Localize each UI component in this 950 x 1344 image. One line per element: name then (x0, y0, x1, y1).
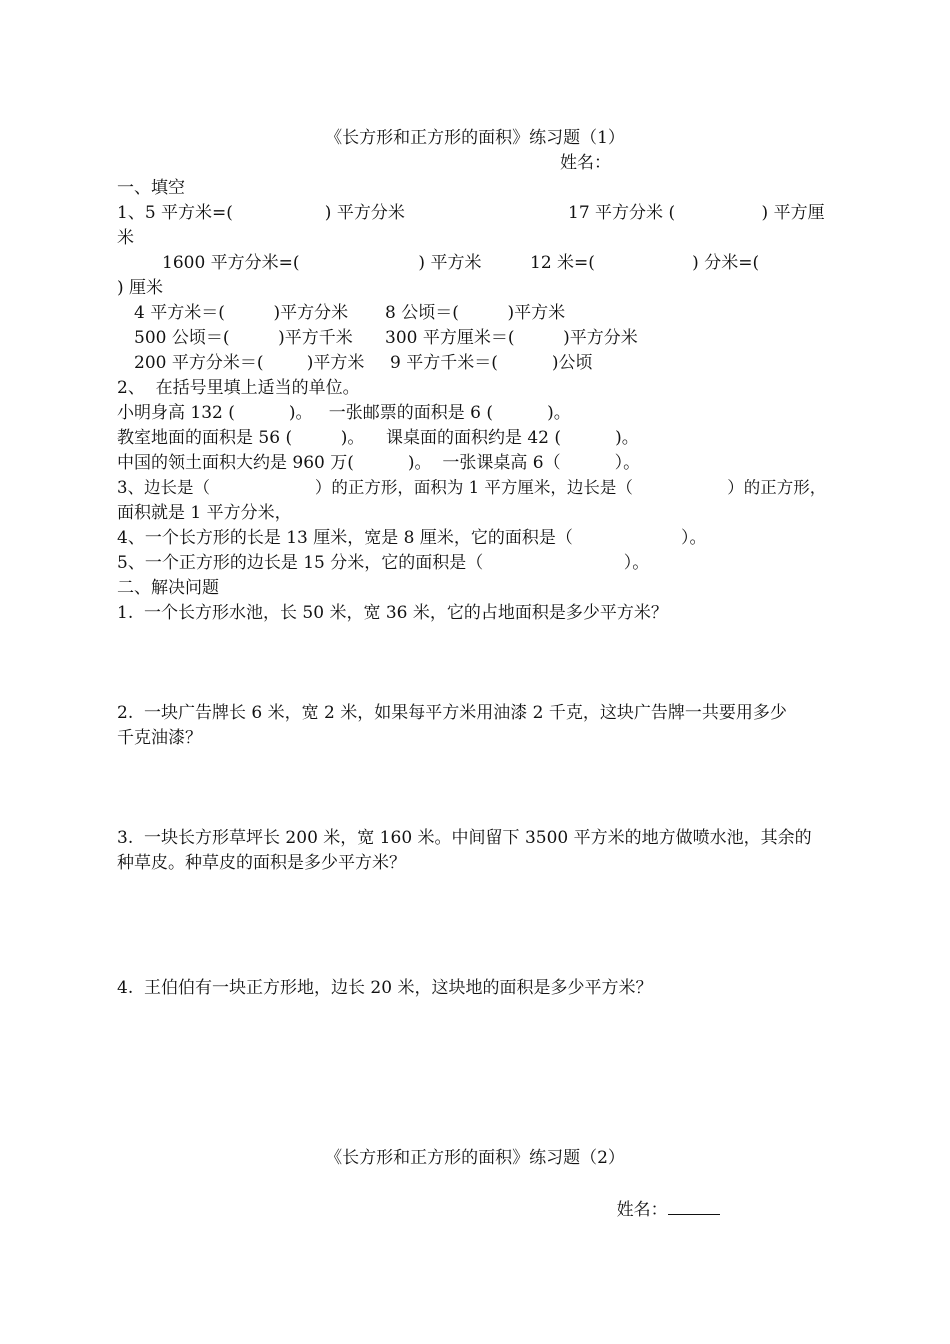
worksheet-1-name-label: 姓名： (560, 153, 611, 173)
worksheet-2-name-row (595, 1172, 720, 1220)
section-2-heading: 二、解决问题 (117, 578, 219, 598)
q1-line-a2: 17 平方分米 ( ) 平方厘 (568, 203, 825, 223)
problem-3-line-1: 3. 一块长方形草坪长 200 米，宽 160 米。中间留下 3500 平方米的地方做喷水池，其余的 (117, 828, 812, 848)
problem-4-text: 4. 王伯伯有一块正方形地，边长 20 米，这块地的面积是多少平方米？ (117, 978, 653, 998)
problem-2-line-1: 2. 一块广告牌长 6 米，宽 2 米，如果每平方米用油漆 2 千克，这块广告牌一共要用多少 (117, 703, 787, 723)
q3-line-1: 3、边长是（ ）的正方形，面积为 1 平方厘米，边长是（ ）的正方形， (117, 478, 827, 497)
q4-text: 4、一个长方形的长是 13 厘米，宽是 8 厘米，它的面积是（ ）。 (117, 528, 707, 548)
q1-row2-right: 300 平方厘米＝( )平方分米 (385, 328, 638, 348)
q1-line-a3: 米 (117, 228, 134, 248)
q1-row1-left: 4 平方米＝( )平方分米 (134, 303, 349, 323)
q1-row2-left: 500 公顷＝( )平方千米 (134, 328, 353, 348)
q1-line-b1: 1600 平方分米=( ) 平方米 (162, 253, 482, 273)
name-blank-line (668, 1196, 720, 1215)
q1-line-b3: ) 厘米 (117, 278, 164, 298)
q2-line-3: 中国的领土面积大约是 960 万( )。 一张课桌高 6（ ）。 (117, 453, 641, 473)
section-1-heading: 一、填空 (117, 178, 185, 198)
worksheet-2-title: 《长方形和正方形的面积》练习题（2） (325, 1148, 625, 1168)
worksheet-1-title: 《长方形和正方形的面积》练习题（1） (325, 128, 625, 148)
q2-line-1: 小明身高 132 ( )。 一张邮票的面积是 6 ( )。 (117, 403, 571, 423)
q3-line-2: 面积就是 1 平方分米， (117, 503, 292, 523)
q1-row3-right: 9 平方千米＝( )公顷 (390, 353, 593, 373)
q2-heading: 2、 在括号里填上适当的单位。 (117, 378, 360, 398)
problem-2-line-2: 千克油漆？ (117, 728, 202, 748)
worksheet-2-name-label: 姓名： (616, 1200, 668, 1220)
problem-3-line-2: 种草皮。种草皮的面积是多少平方米？ (117, 853, 406, 873)
q2-line-2: 教室地面的面积是 56 ( )。 课桌面的面积约是 42 ( )。 (117, 428, 639, 448)
problem-1-text: 1. 一个长方形水池，长 50 米，宽 36 米，它的占地面积是多少平方米？ (117, 603, 668, 623)
q5-text: 5、一个正方形的边长是 15 分米，它的面积是（ ）。 (117, 553, 650, 573)
q1-line-a1: 1、5 平方米=( ) 平方分米 (117, 203, 405, 223)
q1-row1-right: 8 公顷＝( )平方米 (385, 303, 566, 323)
q1-line-b2: 12 米=( ) 分米=( (530, 253, 760, 273)
q1-row3-left: 200 平方分米＝( )平方米 (134, 353, 365, 373)
